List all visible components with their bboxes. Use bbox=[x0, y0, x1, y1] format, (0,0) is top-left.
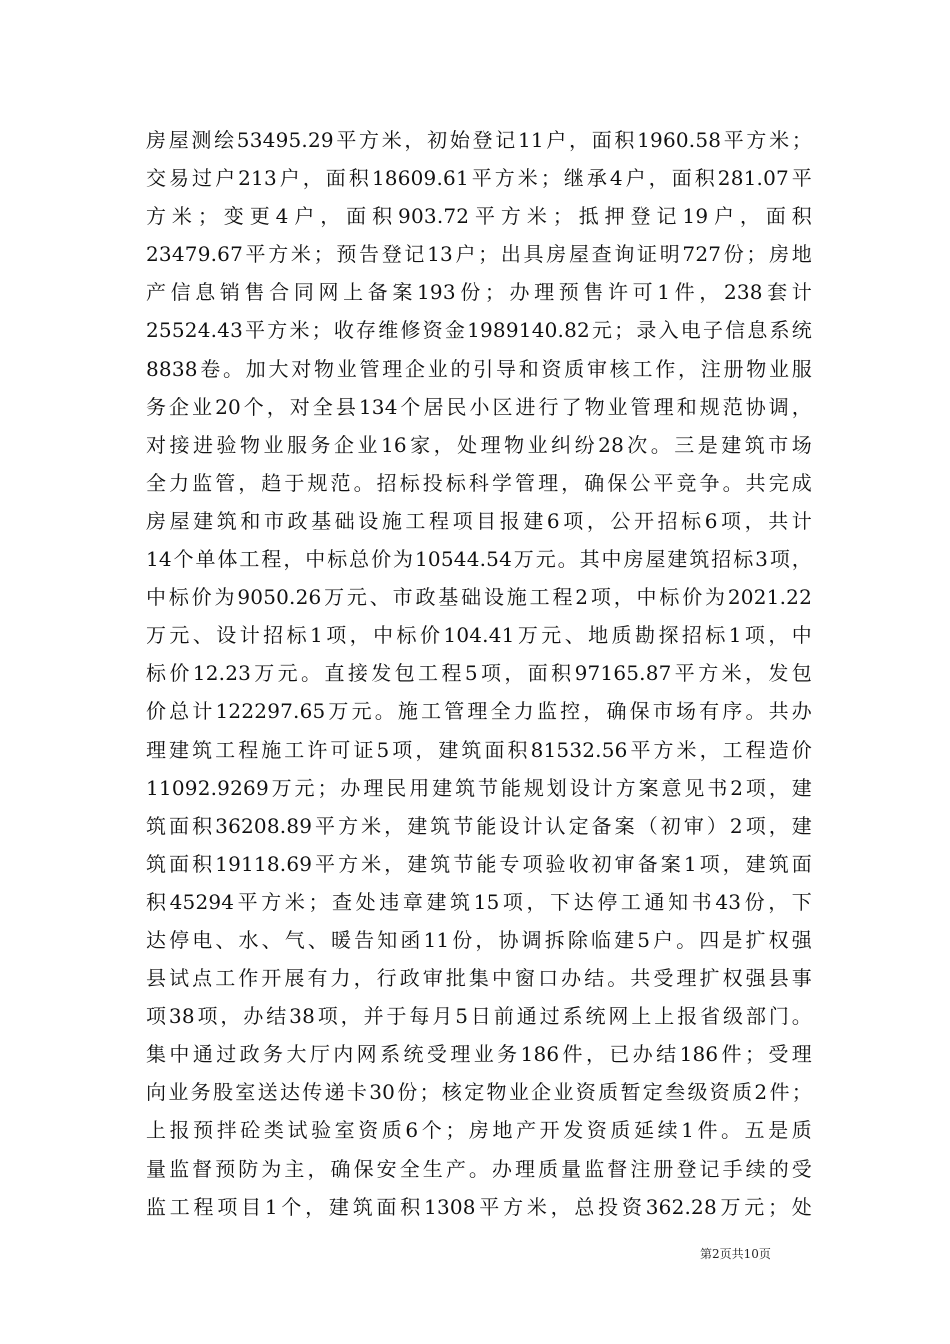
text-line: 23479.67平方米；预告登记13户；出具房屋查询证明727份；房地 bbox=[146, 242, 812, 267]
text-line: 量监督预防为主，确保安全生产。办理质量监督注册登记手续的受 bbox=[146, 1156, 812, 1181]
text-line: 25524.43平方米；收存维修资金1989140.82元；录入电子信息系统 bbox=[146, 318, 812, 343]
text-line: 房屋建筑和市政基础设施工程项目报建6项，公开招标6项，共计 bbox=[146, 508, 812, 533]
text-line: 达停电、水、气、暖告知函11份，协调拆除临建5户。四是扩权强 bbox=[146, 927, 812, 952]
text-line: 上报预拌砼类试验室资质6个；房地产开发资质延续1件。五是质 bbox=[146, 1118, 812, 1143]
text-line: 产信息销售合同网上备案193份；办理预售许可1件，238套计 bbox=[146, 280, 812, 305]
text-line: 万元、设计招标1项，中标价104.41万元、地质勘探招标1项，中 bbox=[146, 623, 812, 648]
text-line: 筑面积36208.89平方米，建筑节能设计认定备案（初审）2项，建 bbox=[146, 813, 812, 838]
text-line: 中标价为9050.26万元、市政基础设施工程2项，中标价为2021.22 bbox=[146, 585, 812, 610]
text-line: 项38项，办结38项，并于每月5日前通过系统网上上报省级部门。 bbox=[146, 1004, 812, 1029]
page-footer: 第2页共10页 bbox=[700, 1247, 771, 1261]
text-line: 监工程项目1个，建筑面积1308平方米，总投资362.28万元；处 bbox=[146, 1194, 812, 1219]
text-line: 14个单体工程，中标总价为10544.54万元。其中房屋建筑招标3项， bbox=[146, 547, 812, 572]
text-line: 向业务股室送达传递卡30份；核定物业企业资质暂定叁级资质2件； bbox=[146, 1080, 812, 1105]
text-line: 价总计122297.65万元。施工管理全力监控，确保市场有序。共办 bbox=[146, 699, 812, 724]
text-line: 全力监管，趋于规范。招标投标科学管理，确保公平竞争。共完成 bbox=[146, 470, 812, 495]
document-body bbox=[146, 121, 812, 1226]
text-line: 房屋测绘53495.29平方米，初始登记11户，面积1960.58平方米； bbox=[146, 128, 812, 152]
text-line: 交易过户213户，面积18609.61平方米；继承4户，面积281.07平 bbox=[146, 166, 812, 191]
text-line: 对接进验物业服务企业16家，处理物业纠纷28次。三是建筑市场 bbox=[146, 432, 812, 457]
text-line: 标价12.23万元。直接发包工程5项，面积97165.87平方米，发包 bbox=[146, 661, 812, 686]
text-line: 筑面积19118.69平方米，建筑节能专项验收初审备案1项，建筑面 bbox=[146, 851, 812, 876]
text-line: 8838卷。加大对物业管理企业的引导和资质审核工作，注册物业服 bbox=[146, 356, 812, 381]
text-line: 11092.9269万元；办理民用建筑节能规划设计方案意见书2项，建 bbox=[146, 775, 812, 800]
text-line: 县试点工作开展有力，行政审批集中窗口办结。共受理扩权强县事 bbox=[146, 966, 812, 991]
text-line: 集中通过政务大厅内网系统受理业务186件，已办结186件；受理 bbox=[146, 1042, 812, 1067]
text-line: 务企业20个，对全县134个居民小区进行了物业管理和规范协调， bbox=[146, 394, 812, 419]
text-line: 积45294平方米；查处违章建筑15项，下达停工通知书43份，下 bbox=[146, 889, 812, 914]
text-line: 方米；变更4户，面积903.72平方米；抵押登记19户，面积 bbox=[146, 204, 812, 229]
text-line: 理建筑工程施工许可证5项，建筑面积81532.56平方米，工程造价 bbox=[146, 737, 812, 762]
